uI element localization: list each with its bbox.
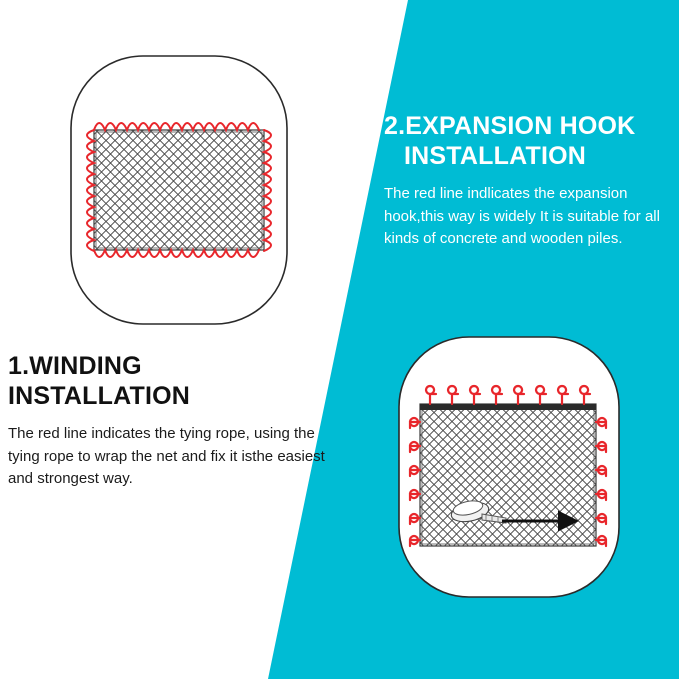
panel-hook-title	[384, 112, 660, 171]
panel-hook-title-line1: 2.EXPANSION HOOK	[384, 112, 636, 140]
panel-hook-body: The red line indlicates the expansion hook,this way is widely It is suitable for all kinds of concrete and wooden piles.	[384, 185, 660, 247]
panel-winding-title: 1.WINDING INSTALLATION	[8, 352, 191, 410]
panel-winding-body: The red line indicates the tying rope, using the tying rope to wrap the net and fix it isthe easiest and strongest way.	[8, 425, 325, 487]
panel-expansion-hook-installation	[384, 112, 660, 251]
panel-winding-installation	[8, 352, 326, 491]
panel-hook-title-line2: INSTALLATION	[404, 141, 587, 170]
net-with-expansion-hooks-illustration	[398, 336, 620, 598]
net-wrapped-with-rope-illustration	[70, 55, 288, 325]
